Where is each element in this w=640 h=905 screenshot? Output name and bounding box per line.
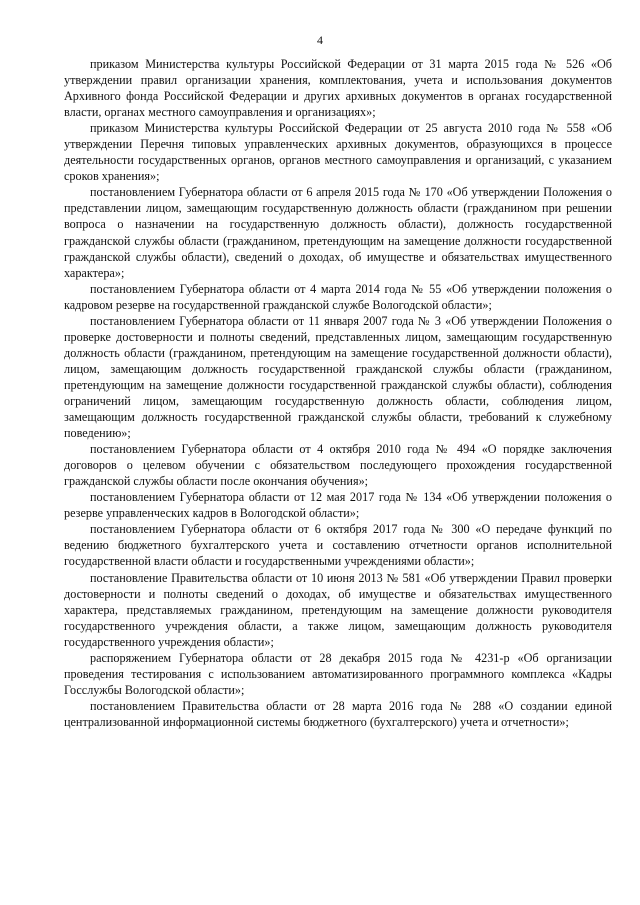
paragraph: постановление Правительства области от 10 июня 2013 № 581 «Об утверждении Правил проверки достоверности и полноты сведений о доходах, об имуществе и обязательствах имущественного характера, представляемых гражданином, претендующим на замещение должности руководителя государственного учреждения области, а также лицом, замещающим должность руководителя государственного учреждения области»; [64,570,612,649]
paragraph: приказом Министерства культуры Российской Федерации от 25 августа 2010 года № 558 «Об утверждении Перечня типовых управленческих архивных документов, образующихся в процессе деятельности государственных органов, органов местного самоуправления и организаций, с указанием сроков хранения»; [64,121,612,184]
paragraph: постановлением Губернатора области от 4 октября 2010 года № 494 «О порядке заключения договоров о целевом обучении с обязательством последующего прохождения государственной гражданской службы области после окончания обучения»; [64,442,612,489]
paragraph: постановлением Правительства области от 28 марта 2016 года № 288 «О создании единой централизованной информационной системы бюджетного (бухгалтерского) учета и отчетности»; [64,698,612,729]
paragraph: постановлением Губернатора области от 4 марта 2014 года № 55 «Об утверждении положения о кадровом резерве на государственной гражданской службе Вологодской области»; [64,281,612,312]
document-body [64,56,612,730]
paragraph: постановлением Губернатора области от 12 мая 2017 года № 134 «Об утверждении положения о резерве управленческих кадров в Вологодской области»; [64,490,612,521]
paragraph: постановлением Губернатора области от 6 октября 2017 года № 300 «О передаче функций по ведению бюджетного бухгалтерского учета и составлению отчетности органов исполнительной государственной власти области и государственными учреждениями области»; [64,522,612,569]
paragraph: приказом Министерства культуры Российской Федерации от 31 марта 2015 года № 526 «Об утверждении правил организации хранения, комплектования, учета и использования документов Архивного фонда Российской Федерации и других архивных документов в органах государственной власти, органах местного самоуправления и организациях»; [64,57,612,120]
paragraph: постановлением Губернатора области от 6 апреля 2015 года № 170 «Об утверждении Положения о представлении лицом, замещающим государственную должность области (гражданином при решении вопроса о назначении на государственную должность области), должность государственной гражданской службы области (гражданином, претендующим на замещение должности государственной гражданской службы области), сведений о доходах, об имуществе и обязательствах имущественного характера»; [64,185,612,280]
page-number: 4 [317,33,323,47]
paragraph: распоряжением Губернатора области от 28 декабря 2015 года № 4231-р «Об организации проведения тестирования с использованием автоматизированного программного комплекса «Кадры Госслужбы Вологодской области»; [64,650,612,697]
paragraph: постановлением Губернатора области от 11 января 2007 года № 3 «Об утверждении Положения о проверке достоверности и полноты сведений, представленных лицом, замещающим государственную должность области (гражданином, претендующим на замещение государственной должности области), лицом, замещающим должность государственной гражданской службы области (гражданином, претендующим на замещение должности государственной гражданской службы области), соблюдения ограничений лицом, замещающим государственную должность области, соблюдения лицом, замещающим должность государственной гражданской службы области, требований к служебному поведению»; [64,313,612,441]
